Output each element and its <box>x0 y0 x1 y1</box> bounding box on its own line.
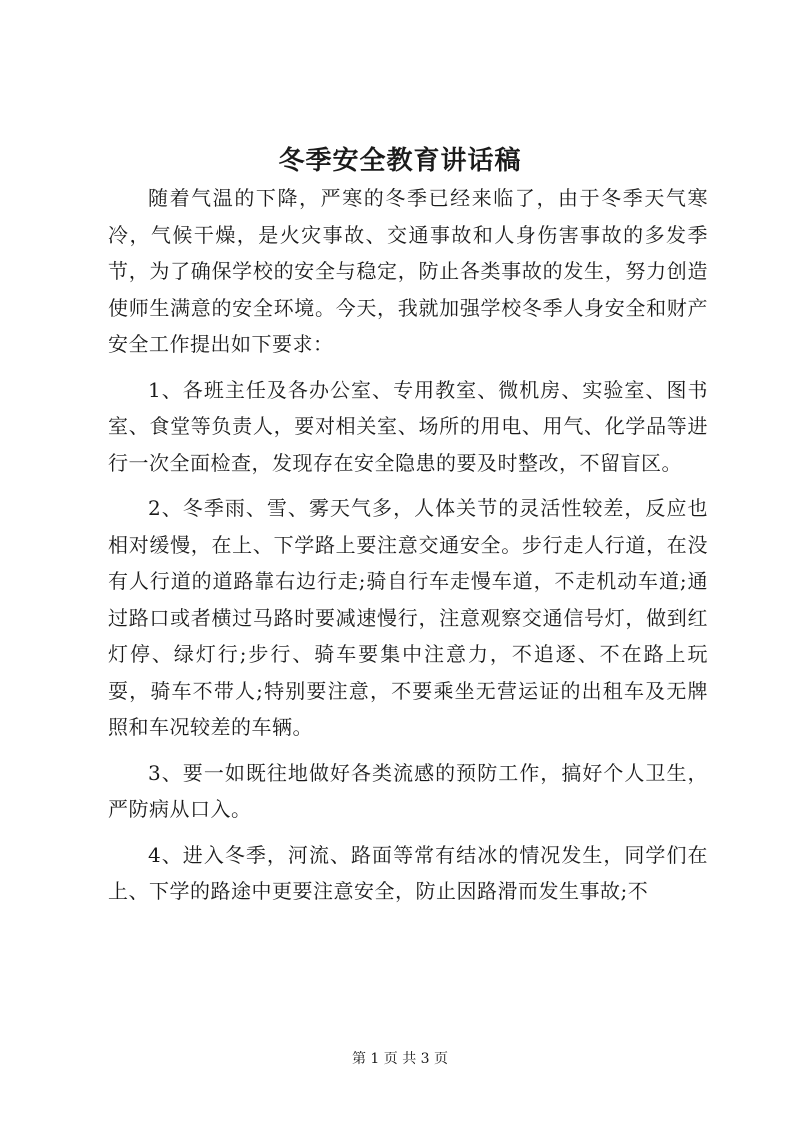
paragraph-intro: 随着气温的下降，严寒的冬季已经来临了，由于冬季天气寒冷，气候干燥，是火灾事故、交通事故和人身伤害事故的多发季节，为了确保学校的安全与稳定，防止各类事故的发生，努力创造使师生满意的安全环境。今天，我就加强学校冬季人身安全和财产安全工作提出如下要求： <box>108 186 708 356</box>
document-body <box>108 180 708 919</box>
page-footer: 第 1 页 共 3 页 <box>351 1051 449 1067</box>
paragraph-item-3: 3、要一如既往地做好各类流感的预防工作，搞好个人卫生，严防病从口入。 <box>108 760 708 821</box>
paragraph-item-2: 2、冬季雨、雪、雾天气多，人体关节的灵活性较差，反应也相对缓慢，在上、下学路上要注意交通安全。步行走人行道，在没有人行道的道路靠右边行走;骑自行车走慢车道，不走机动车道;通过路口或者横过马路时要减速慢行，注意观察交通信号灯，做到红灯停、绿灯行;步行、骑车要集中注意力，不追逐、不在路上玩耍，骑车不带人;特别要注意，不要乘坐无营运证的出租车及无牌照和车况较差的车辆。 <box>108 496 708 739</box>
document-title: 冬季安全教育讲话稿 <box>278 146 522 176</box>
paragraph-item-4: 4、进入冬季，河流、路面等常有结冰的情况发生，同学们在上、下学的路途中更要注意安全，防止因路滑而发生事故;不 <box>108 842 708 903</box>
paragraph-item-1: 1、各班主任及各办公室、专用教室、微机房、实验室、图书室、食堂等负责人，要对相关室、场所的用电、用气、化学品等进行一次全面检查，发现存在安全隐患的要及时整改，不留盲区。 <box>108 377 708 475</box>
